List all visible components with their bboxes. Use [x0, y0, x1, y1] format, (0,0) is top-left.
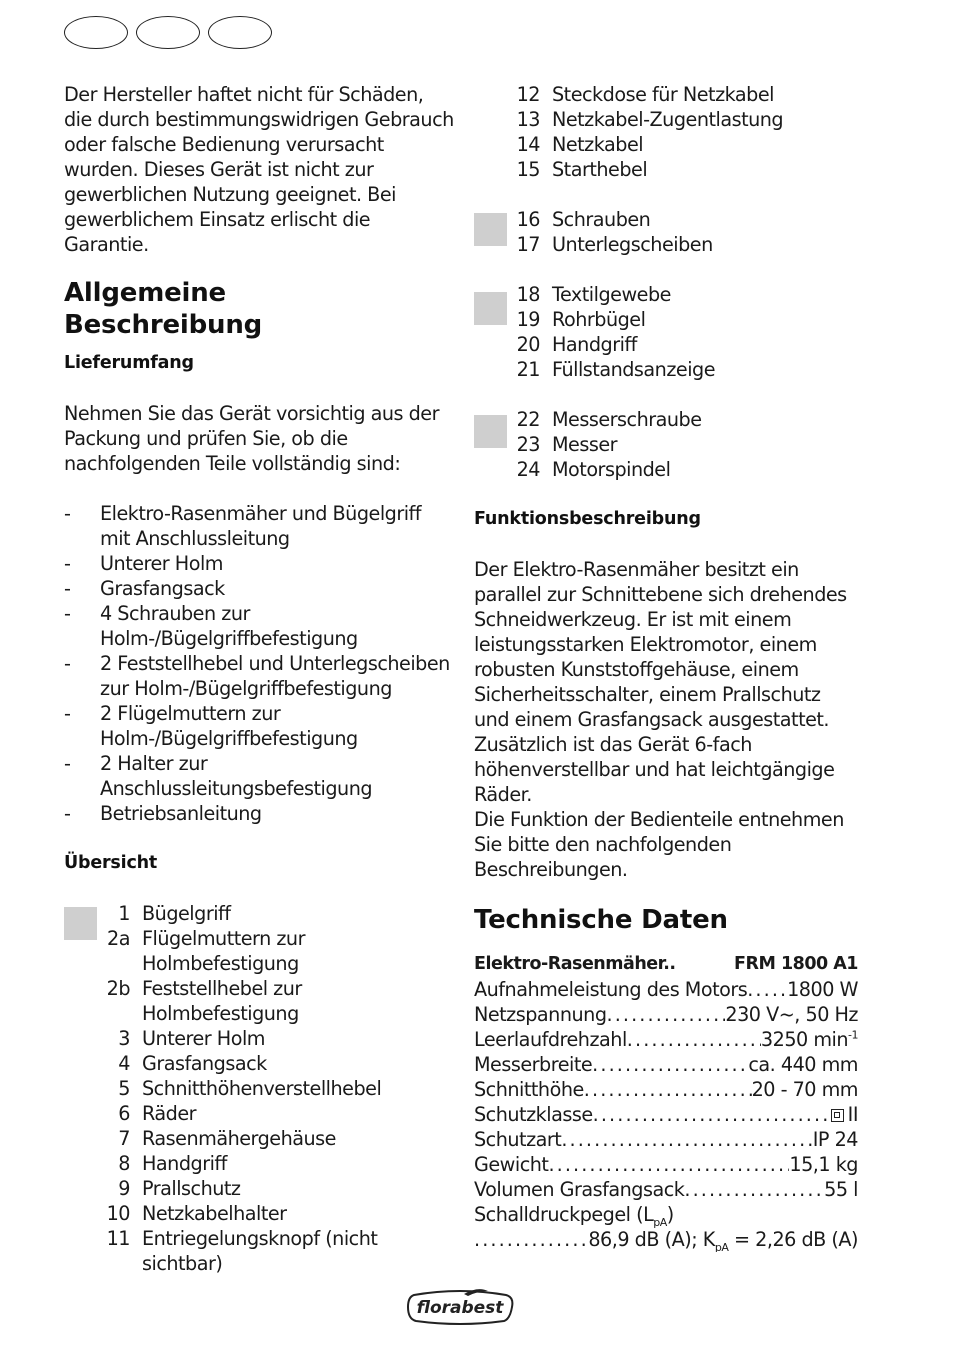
right-column	[474, 82, 858, 1252]
spec-value: 20 - 70 mm	[751, 1078, 858, 1101]
legend-label: Netzkabel-Zugentlastung	[552, 108, 784, 131]
legend-number: 7	[118, 1127, 130, 1150]
legend-item	[474, 407, 858, 432]
legend-label: Steckdose für Netzkabel	[552, 83, 774, 106]
legend-label: Füllstandsanzeige	[552, 358, 716, 381]
uebersicht-heading: Übersicht	[64, 853, 158, 873]
parts-legend-e	[474, 407, 858, 482]
legend-label: Grasfangsack	[142, 1052, 267, 1075]
svg-text:florabest: florabest	[416, 1298, 504, 1318]
florabest-logo	[406, 1289, 514, 1325]
legend-number: 16	[516, 208, 540, 231]
spec-label: Schnitthöhe	[474, 1078, 584, 1101]
leader-dots	[747, 977, 787, 1002]
protection-class-icon	[831, 1109, 844, 1122]
spec-value: 1800 W	[787, 978, 858, 1001]
funktion-heading: Funktionsbeschreibung	[474, 509, 701, 529]
spec-list	[474, 977, 858, 1202]
legend-label: Netzkabelhalter	[142, 1202, 287, 1225]
legend-number: 8	[118, 1152, 130, 1175]
spec-row	[474, 1102, 858, 1127]
legend-label: Entriegelungsknopf (nicht sichtbar)	[142, 1227, 378, 1275]
legend-number: 2a	[107, 927, 130, 950]
legend-item	[474, 82, 858, 107]
delivery-item: - 4 Schrauben zur Holm-/Bügelgriffbefestigung	[64, 601, 456, 651]
left-column	[64, 82, 456, 1276]
legend-number: 10	[106, 1202, 130, 1225]
legend-label: Feststellhebel zur Holmbefestigung	[142, 977, 302, 1025]
legend-item	[474, 107, 858, 132]
parts-group-b	[474, 82, 858, 182]
spec-value: IP 24	[812, 1128, 858, 1151]
spec-value: 230 V~, 50 Hz	[725, 1003, 858, 1026]
legend-item	[474, 332, 858, 357]
legend-item	[64, 1101, 456, 1126]
legend-item	[64, 926, 456, 976]
figure-marker	[474, 415, 507, 448]
spec-value: 15,1 kg	[789, 1153, 858, 1176]
legend-item	[64, 976, 456, 1026]
legend-label: Rohrbügel	[552, 308, 646, 331]
legend-number: 5	[118, 1077, 130, 1100]
legend-item	[64, 1126, 456, 1151]
legend-item	[64, 1201, 456, 1226]
spec-label: Aufnahmeleistung des Motors	[474, 978, 748, 1001]
model-value: FRM 1800 A1	[734, 954, 858, 974]
parts-group-c	[474, 207, 858, 257]
legend-item	[64, 901, 456, 926]
legend-label: Räder	[142, 1102, 197, 1125]
legend-label: Unterer Holm	[142, 1027, 265, 1050]
legend-item	[64, 1226, 456, 1276]
noise-value-line: . . . 86,9 dB (A); $K_{pA} = 2,26$ dB (A)	[474, 1227, 858, 1252]
legend-number: 24	[516, 458, 540, 481]
spec-row	[474, 1152, 858, 1177]
spec-row	[474, 1077, 858, 1102]
legend-item	[474, 307, 858, 332]
legend-label: Rasenmähergehäuse	[142, 1127, 336, 1150]
legend-item	[474, 232, 858, 257]
legend-number: 21	[516, 358, 540, 381]
spec-row	[474, 1177, 858, 1202]
lieferumfang-heading: Lieferumfang	[64, 353, 194, 373]
legend-label: Netzkabel	[552, 133, 644, 156]
spec-row	[474, 1027, 858, 1052]
leader-dots	[592, 1052, 748, 1077]
legend-label: Textilgewebe	[552, 283, 671, 306]
leader-dots	[474, 1227, 588, 1252]
legend-label: Handgriff	[552, 333, 637, 356]
delivery-item: - Unterer Holm	[64, 551, 456, 576]
legend-label: Handgriff	[142, 1152, 227, 1175]
model-label: Elektro-Rasenmäher..	[474, 954, 676, 974]
legend-number: 11	[106, 1227, 130, 1250]
noise-label-line: Schalldruckpegel $(L_{pA})$	[474, 1203, 674, 1229]
intro-paragraph: Der Hersteller haftet nicht für Schäden, die durch bestimmungswidrigen Gebrauch oder falsche Bedienung verursacht wurden. Dieses Gerät ist nicht zur gewerblichen Nutzung geeignet. Bei gewerblichem Einsatz erlischt die Garantie.	[64, 83, 454, 256]
spec-value: ca. 440 mm	[748, 1053, 858, 1076]
legend-item	[64, 1051, 456, 1076]
legend-label: Motorspindel	[552, 458, 671, 481]
legend-number: 12	[516, 83, 540, 106]
legend-number: 17	[516, 233, 540, 256]
leader-dots	[627, 1027, 761, 1052]
legend-item	[474, 132, 858, 157]
parts-group-a	[64, 901, 456, 1276]
spec-label: Gewicht	[474, 1153, 549, 1176]
legend-number: 3	[118, 1027, 130, 1050]
parts-legend-c	[474, 207, 858, 257]
legend-label: Schnitthöhenverstellhebel	[142, 1077, 382, 1100]
legend-number: 14	[516, 133, 540, 156]
leader-dots	[684, 1177, 824, 1202]
delivery-item: - 2 Flügelmuttern zur Holm-/Bügelgriffbefestigung	[64, 701, 456, 751]
lieferumfang-text: Nehmen Sie das Gerät vorsichtig aus der Packung und prüfen Sie, ob die nachfolgenden Teile vollständig sind:	[64, 402, 440, 475]
language-oval	[136, 16, 200, 49]
legend-number: 18	[516, 283, 540, 306]
spec-label: Netzspannung	[474, 1003, 607, 1026]
legend-label: Flügelmuttern zur Holmbefestigung	[142, 927, 305, 975]
leader-dots	[561, 1127, 812, 1152]
legend-label: Messerschraube	[552, 408, 702, 431]
language-oval	[208, 16, 272, 49]
leader-dots	[607, 1002, 726, 1027]
delivery-list	[64, 501, 456, 826]
delivery-item: - 2 Halter zur Anschlussleitungsbefestigung	[64, 751, 456, 801]
delivery-item: - Elektro-Rasenmäher und Bügelgriff mit Anschlussleitung	[64, 501, 456, 551]
legend-number: 4	[118, 1052, 130, 1075]
spec-label: Leerlaufdrehzahl	[474, 1028, 627, 1051]
legend-number: 15	[516, 158, 540, 181]
parts-group-e	[474, 407, 858, 482]
legend-item	[474, 357, 858, 382]
parts-legend-b	[474, 82, 858, 182]
language-oval	[64, 16, 128, 49]
spec-row	[474, 1052, 858, 1077]
legend-label: Schrauben	[552, 208, 651, 231]
delivery-item: - 2 Feststellhebel und Unterlegscheiben zur Holm-/Bügelgriffbefestigung	[64, 651, 456, 701]
spec-label: Schutzklasse	[474, 1103, 593, 1126]
legend-number: 19	[516, 308, 540, 331]
spec-label: Volumen Grasfangsack	[474, 1178, 685, 1201]
spec-row	[474, 1002, 858, 1027]
spec-label: Schutzart	[474, 1128, 562, 1151]
legend-number: 20	[516, 333, 540, 356]
parts-legend-a	[64, 901, 456, 1276]
delivery-item: - Betriebsanleitung	[64, 801, 456, 826]
legend-number: 23	[516, 433, 540, 456]
legend-number: 2b	[106, 977, 130, 1000]
parts-legend-d	[474, 282, 858, 382]
spec-row	[474, 977, 858, 1002]
delivery-item: - Grasfangsack	[64, 576, 456, 601]
spec-label: Messerbreite	[474, 1053, 593, 1076]
funktion-text-1: Der Elektro-Rasenmäher besitzt ein parallel zur Schnittebene sich drehendes Schneidwerkzeug. Er ist mit einem leistungsstarken Elektromotor, einem robusten Kunststoffgehäuse, einem Sicherheitsschalter, einem Prallschutz und einem Grasfangsack ausgestattet. Zusätzlich ist das Gerät 6-fach höhenverstellbar und hat leichtgängige Räder.	[474, 558, 847, 806]
legend-item	[474, 282, 858, 307]
legend-item	[64, 1076, 456, 1101]
spec-value: 55 l	[824, 1178, 858, 1201]
legend-number: 9	[118, 1177, 130, 1200]
legend-label: Prallschutz	[142, 1177, 241, 1200]
spec-value: 3250 $\min^{-1}$	[760, 1028, 858, 1051]
legend-item	[474, 457, 858, 482]
leader-dots	[548, 1152, 789, 1177]
parts-group-d	[474, 282, 858, 382]
figure-marker	[474, 292, 507, 325]
leader-dots	[584, 1077, 752, 1102]
legend-item	[64, 1026, 456, 1051]
legend-label: Unterlegscheiben	[552, 233, 713, 256]
leader-dots	[593, 1102, 831, 1127]
figure-marker	[64, 907, 97, 940]
legend-item	[474, 207, 858, 232]
legend-item	[64, 1151, 456, 1176]
language-ovals	[64, 16, 272, 49]
legend-label: Messer	[552, 433, 618, 456]
legend-label: Starthebel	[552, 158, 648, 181]
legend-item	[474, 432, 858, 457]
legend-item	[474, 157, 858, 182]
legend-number: 22	[516, 408, 540, 431]
section-title-allgemeine: Allgemeine Beschreibung	[64, 278, 263, 340]
model-line	[474, 952, 858, 977]
legend-item	[64, 1176, 456, 1201]
section-title-technische: Technische Daten	[474, 905, 728, 935]
spec-row	[474, 1127, 858, 1152]
figure-marker	[474, 213, 507, 246]
legend-number: 6	[118, 1102, 130, 1125]
legend-label: Bügelgriff	[142, 902, 231, 925]
funktion-text-2: Die Funktion der Bedienteile entnehmen Sie bitte den nachfolgenden Beschreibungen.	[474, 808, 844, 881]
spec-value: II	[831, 1102, 858, 1127]
legend-number: 1	[118, 902, 130, 925]
legend-number: 13	[516, 108, 540, 131]
